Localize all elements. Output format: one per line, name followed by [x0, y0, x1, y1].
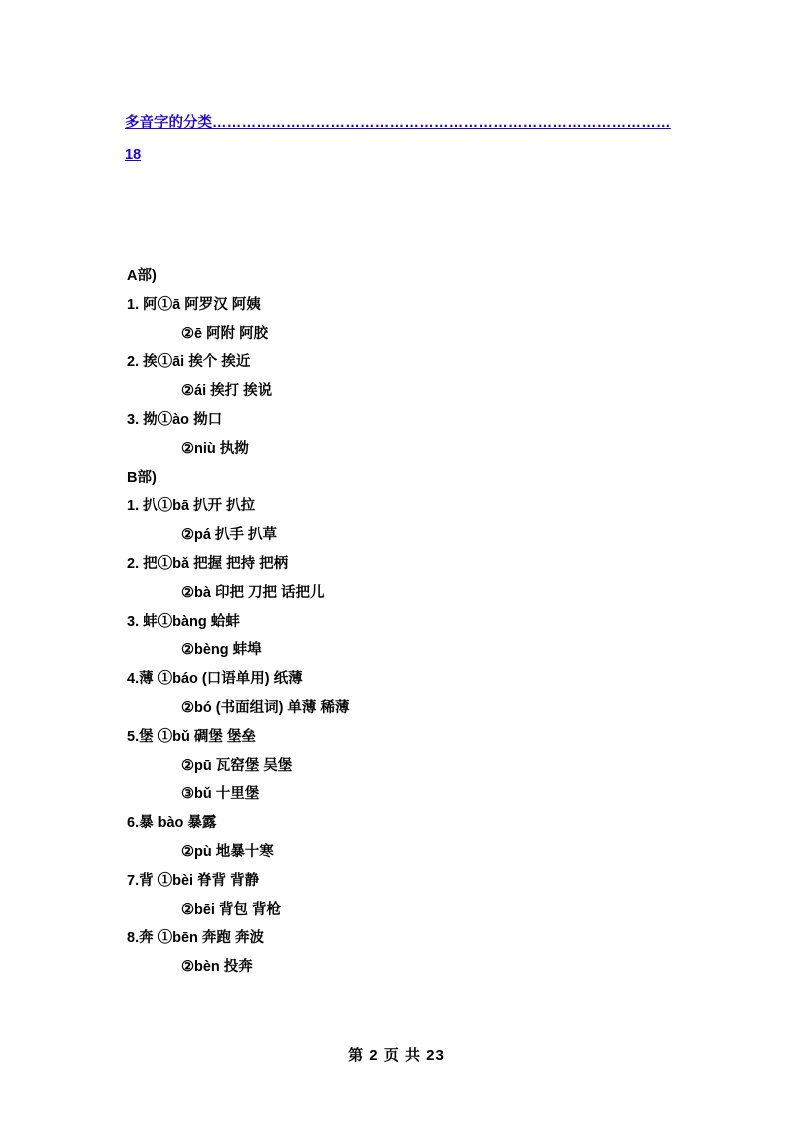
entry-line: 3. 拗①ào 拗口	[127, 411, 223, 428]
toc-entry	[125, 108, 680, 170]
body-content	[125, 262, 725, 982]
section-heading: B部)	[127, 469, 157, 486]
page-footer	[0, 1044, 793, 1065]
entry-line: 2. 挨①āi 挨个 挨近	[127, 354, 251, 371]
entry-subline: ②pù 地暴十寒	[181, 843, 274, 860]
entry-line: 8.奔 ①bēn 奔跑 奔波	[127, 930, 264, 947]
entry-line: 5.堡 ①bǔ 碉堡 堡垒	[127, 728, 256, 745]
entry-line: 1. 阿①ā 阿罗汉 阿姨	[127, 296, 261, 313]
entry-subline: ②bēi 背包 背枪	[181, 901, 282, 918]
toc-link-title[interactable]: 多音字的分类	[125, 115, 212, 131]
entry-line: 2. 把①bǎ 把握 把持 把柄	[127, 555, 289, 572]
entry-line: 3. 蚌①bàng 蛤蚌	[127, 613, 240, 630]
entry-line: 6.暴 bào 暴露	[127, 815, 217, 832]
footer-page-indicator: 第 2 页 共 23	[348, 1047, 445, 1064]
toc-link-line[interactable]	[125, 108, 680, 138]
entry-subline: ②bà 印把 刀把 话把儿	[181, 584, 325, 601]
entry-subline: ②pū 瓦窑堡 吴堡	[181, 757, 293, 774]
toc-page-number[interactable]: 18	[125, 147, 142, 163]
entry-subline: ②bèn 投奔	[181, 959, 253, 976]
entry-subline: ②ē 阿附 阿胶	[181, 325, 269, 342]
section-heading: A部)	[127, 268, 157, 284]
entry-subline: ③bǔ 十里堡	[181, 786, 260, 803]
toc-leader-dots: …………………………………………………………………………………	[212, 115, 671, 131]
entry-line: 1. 扒①bā 扒开 扒拉	[127, 498, 256, 515]
entry-subline: ②niù 执拗	[181, 440, 249, 457]
entry-subline: ②bèng 蚌埠	[181, 642, 262, 659]
entry-subline: ②ái 挨打 挨说	[181, 383, 273, 400]
entry-subline: ②bó (书面组词) 单薄 稀薄	[181, 699, 350, 716]
entry-subline: ②pá 扒手 扒草	[181, 527, 277, 544]
entry-line: 7.背 ①bèi 脊背 背静	[127, 872, 260, 889]
entry-line: 4.薄 ①báo (口语单用) 纸薄	[127, 671, 303, 688]
